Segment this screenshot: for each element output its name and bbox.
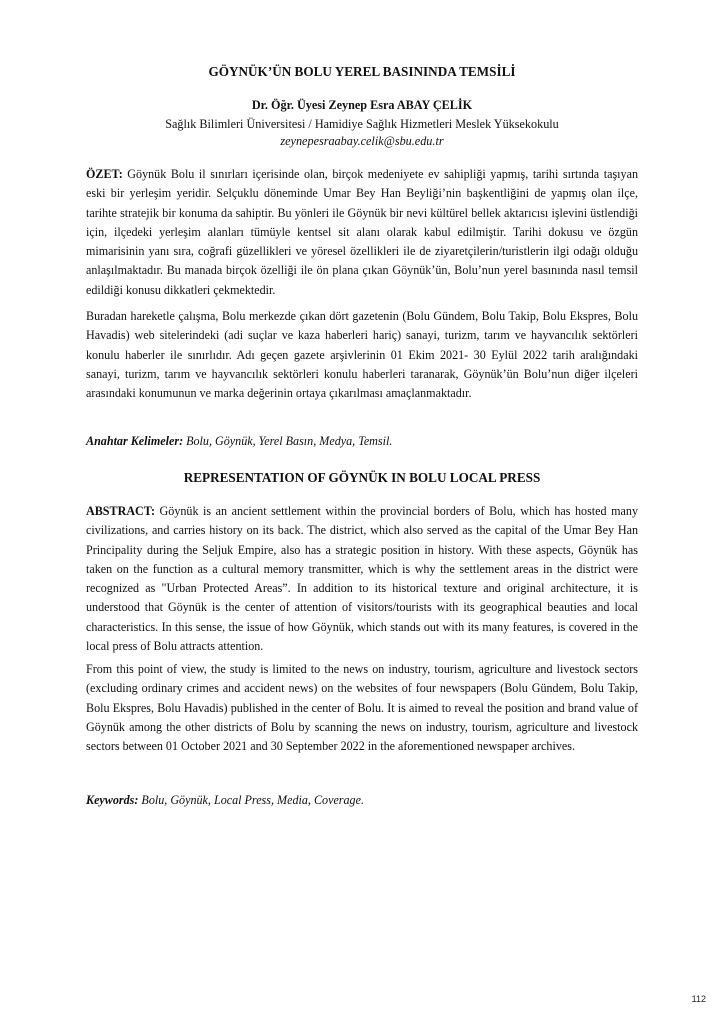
- abstract-text-2: From this point of view, the study is limited to the news on industry, tourism, agriculture and livestock sectors (excluding ordinary crimes and accident news) on the websites of four newspapers (Bolu Gündem, Bolu Takip, Bolu Ekspres, Bolu Havadis) published in the center of Bolu. It is aimed to reveal the position and brand value of Göynük among the other districts of Bolu by scanning the news on industry, tourism, agriculture and livestock sectors between 01 October 2021 and 30 September 2022 in the aforementioned newspaper archives.: [86, 662, 638, 754]
- ozet-text-2: Buradan hareketle çalışma, Bolu merkezde çıkan dört gazetenin (Bolu Gündem, Bolu Takip, Bolu Ekspres, Bolu Havadis) web sitelerindeki (adi suçlar ve kaza haberleri hariç) sanayi, turizm, tarım ve hayvancılık sektörleri konulu haberler ile sınırlıdır. Adı geçen gazete arşivlerinin 01 Ekim 2021- 30 Eylül 2022 tarih aralığındaki sanayi, turizm, tarım ve hayvancılık sektörleri konulu haberleri taranarak, Göynük’ün Bolu’nun diğer ilçeleri arasındaki konumunun ve marka değerinin ortaya çıkarılması amaçlanmaktadır.: [86, 309, 638, 401]
- abstract-text: Göynük is an ancient settlement within the provincial borders of Bolu, which has hosted many civilizations, and carries history on its back. The district, which also served as the capital of the Umar Bey Han Principality during the Seljuk Empire, also has a strategic position in history. With these aspects, Göynük has taken on the function as a cultural memory transmitter, which is why the settlement areas in the district were recognized as "Urban Protected Areas”. In addition to its historical texture and original architecture, it is understood that Göynük is the center of attention of visitors/tourists with its geographical beauties and local characteristics. In this sense, the issue of how Göynük, which stands out with its many features, is covered in the local press of Bolu attracts attention.: [86, 504, 638, 654]
- ozet-text: Göynük Bolu il sınırları içerisinde olan, birçok medeniyete ev sahipliği yapmış, tarihi sırtında taşıyan eski bir yerleşim yeridir. Selçuklu döneminde Umar Bey Han Beyliği’nin başkentliğini de yapmış olan ilçe, tarihte stratejik bir konuma da sahiptir. Bu yönleri ile Göynük bir nevi kültürel bellek aktarıcısı işlevini üstlendiği için, ilçedeki yerleşim alanları tümüyle kentsel sit alanı olarak kabul edilmiştir. Tarihi dokusu ve özgün mimarisinin yanı sıra, coğrafi güzellikleri ve yöresel özellikleri ile de ziyaretçilerin/turistlerin ilgi odağı olduğu anlaşılmaktadır. Bu manada birçok özelliği ile ön plana çıkan Göynük’ün, Bolu’nun yerel basınında nasıl temsil edildiği konusu dikkatleri çekmektedir.: [86, 167, 638, 297]
- ozet-label: ÖZET:: [86, 167, 123, 181]
- author-email[interactable]: zeynepesraabay.celik@sbu.edu.tr: [280, 134, 444, 148]
- ozet-paragraph: [86, 165, 638, 300]
- keywords-english-label: Keywords:: [86, 793, 139, 807]
- keywords-english: [86, 792, 638, 808]
- author-name: Dr. Öğr. Üyesi Zeynep Esra ABAY ÇELİK: [251, 98, 473, 112]
- keywords-english-text: Bolu, Göynük, Local Press, Media, Coverage.: [138, 793, 365, 807]
- abstract-paragraph-2: [86, 660, 638, 756]
- paper-title-turkish: GÖYNÜK’ÜN BOLU YEREL BASININDA TEMSİLİ: [208, 64, 516, 79]
- ozet-paragraph-2: [86, 307, 638, 403]
- keywords-turkish: [86, 433, 638, 449]
- author-affiliation: Sağlık Bilimleri Üniversitesi / Hamidiye Sağlık Hizmetleri Meslek Yüksekokulu: [165, 117, 559, 131]
- paper-title-english: REPRESENTATION OF GÖYNÜK IN BOLU LOCAL PRESS: [183, 470, 541, 485]
- abstract-label: ABSTRACT:: [86, 504, 155, 518]
- page-number: 112: [691, 994, 706, 1004]
- keywords-turkish-text: Bolu, Göynük, Yerel Basın, Medya, Temsil.: [183, 434, 393, 448]
- keywords-turkish-label: Anahtar Kelimeler:: [86, 434, 184, 448]
- abstract-paragraph: [86, 502, 638, 656]
